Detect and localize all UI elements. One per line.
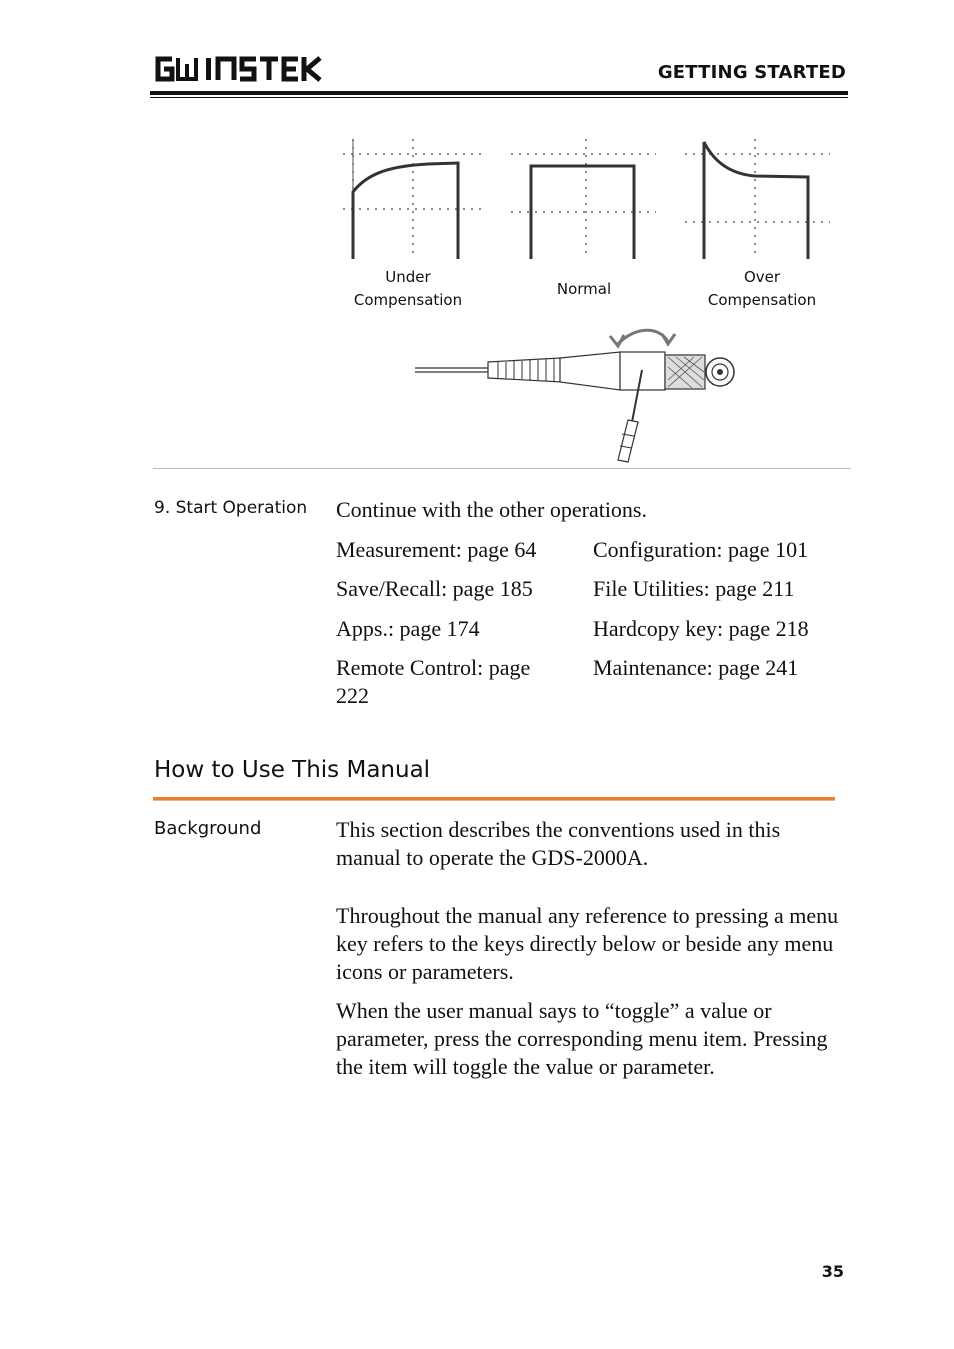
background-label: Background: [154, 818, 262, 839]
ref-file-utilities: File Utilities: page 211: [593, 576, 795, 601]
ref-configuration: Configuration: page 101: [593, 537, 809, 562]
label-normal: Normal: [556, 280, 612, 298]
gw-instek-logo: [152, 54, 324, 84]
header-rule: [150, 91, 848, 95]
page-number: 35: [821, 1262, 844, 1281]
ref-maintenance: Maintenance: page 241: [593, 655, 799, 680]
rotate-arrow-icon: [618, 330, 668, 344]
logo-graphic: [152, 54, 324, 84]
figure-divider: [153, 468, 851, 469]
ref-save-recall: Save/Recall: page 185: [336, 576, 533, 601]
paragraph-menu-keys: Throughout the manual any reference to pressing a menu key refers to the keys directly below or beside any menu icons or parameters.: [336, 903, 839, 984]
paragraph-toggle: When the user manual says to “toggle” a value or parameter, press the corresponding menu item. Pressing the item will toggle the value or parameter.: [336, 998, 828, 1079]
label-over-compensation: Over Compensation: [707, 268, 817, 309]
ref-measurement: Measurement: page 64: [336, 537, 537, 562]
paragraph-intro: This section describes the conventions used in this manual to operate the GDS-2000A.: [336, 817, 781, 870]
ref-apps: Apps.: page 174: [336, 616, 480, 641]
label-under-compensation: Under Compensation: [353, 268, 463, 309]
step-label: 9. Start Operation: [154, 498, 308, 518]
waveform-under-compensation: [338, 134, 496, 264]
ref-remote-control: Remote Control: page 222: [336, 655, 531, 708]
heading-underline-shadow: [153, 800, 835, 801]
section-heading: How to Use This Manual: [154, 757, 431, 783]
waveform-over-compensation: [680, 134, 838, 264]
header-rule-thin: [150, 97, 848, 98]
section-title: GETTING STARTED: [657, 62, 846, 83]
step-intro: Continue with the other operations.: [336, 497, 647, 522]
probe-illustration: [410, 322, 750, 467]
ref-hardcopy: Hardcopy key: page 218: [593, 616, 809, 641]
waveform-normal: [506, 134, 664, 264]
